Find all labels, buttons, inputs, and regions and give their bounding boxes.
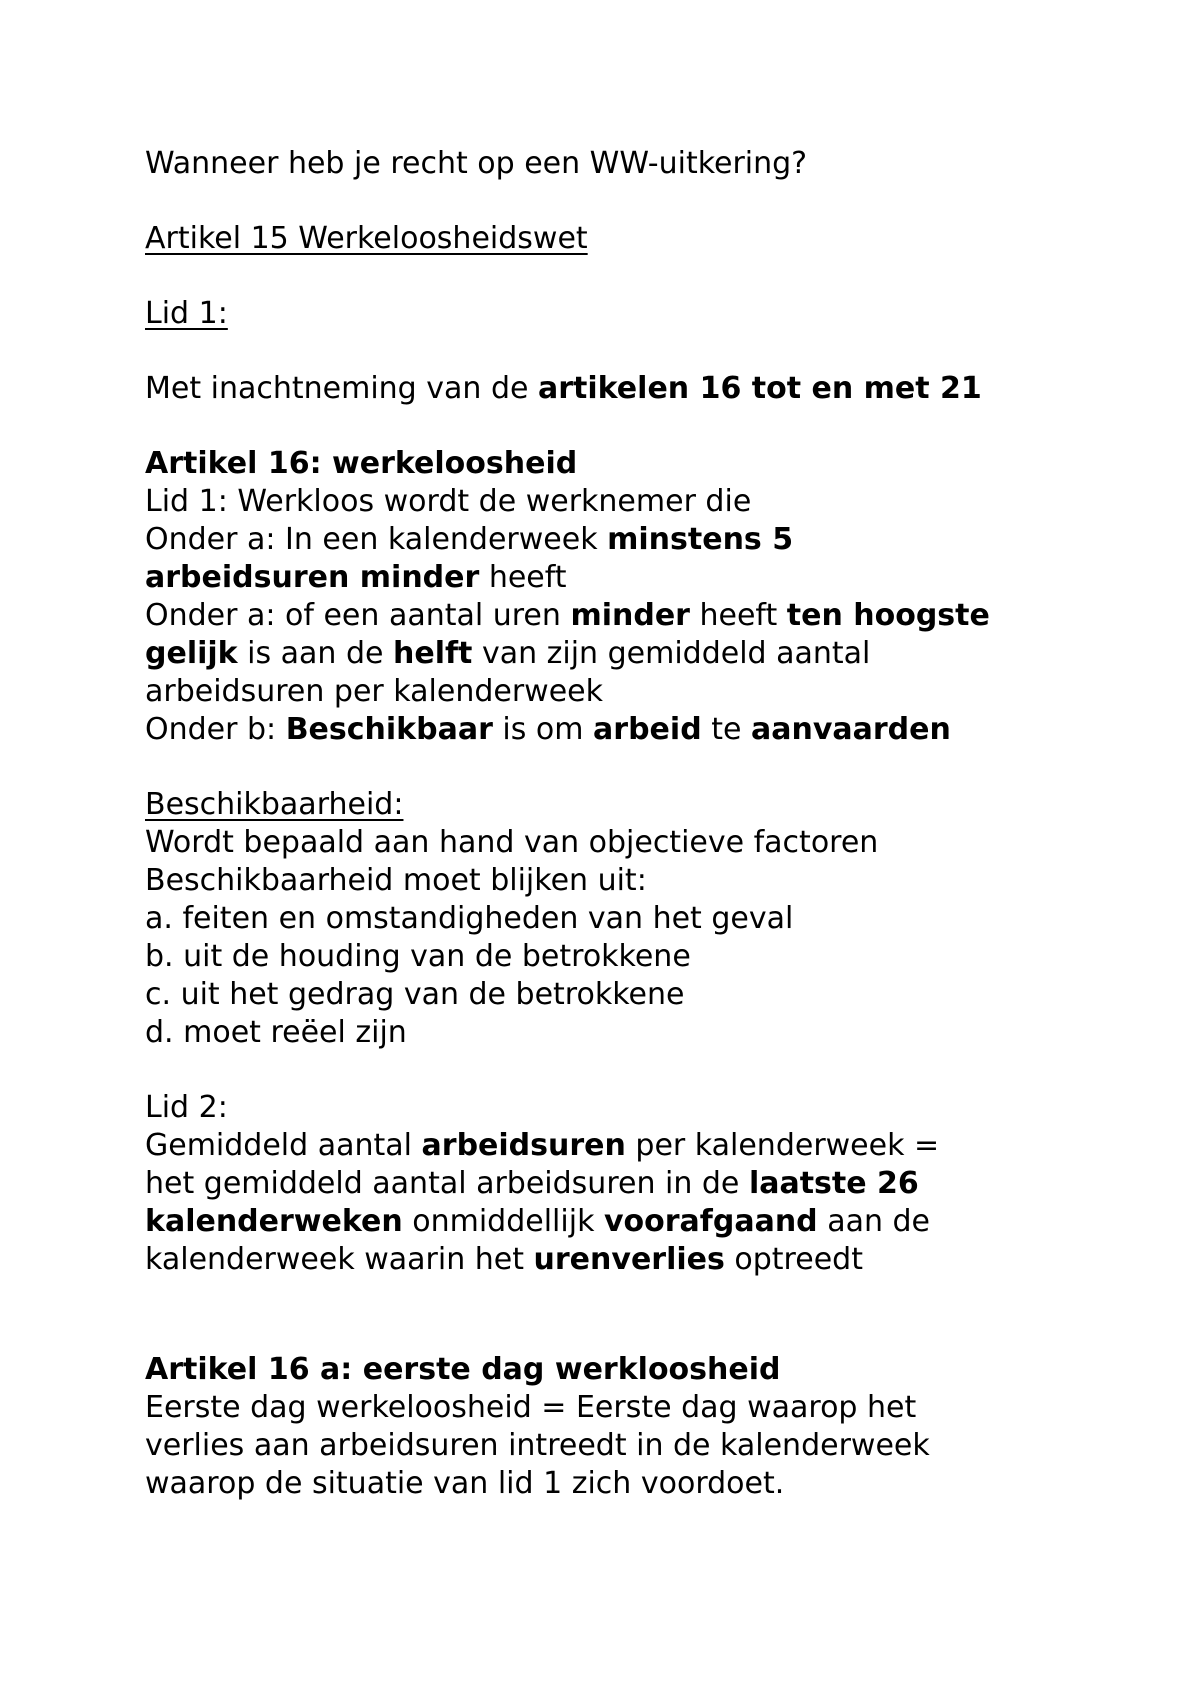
list-item: a. feiten en omstandigheden van het geval bbox=[145, 901, 794, 936]
onder-a-2-line-2 bbox=[145, 635, 870, 673]
onder-a-2-line-3: arbeidsuren per kalenderweek bbox=[145, 674, 603, 709]
lid-2-bold-5: urenverlies bbox=[533, 1242, 725, 1277]
intro-text: Met inachtneming van de bbox=[145, 371, 538, 406]
lid-2-line-2 bbox=[145, 1165, 919, 1203]
onder-a-1-text-2: heeft bbox=[479, 560, 567, 595]
article-16a-line-1: Eerste dag werkeloosheid = Eerste dag waarop het bbox=[145, 1390, 917, 1425]
beschikbaarheid-line-1: Wordt bepaald aan hand van objectieve factoren bbox=[145, 825, 879, 860]
onder-a-1-line-2 bbox=[145, 559, 567, 597]
onder-a-2-bold-3: gelijk bbox=[145, 636, 238, 671]
onder-b-bold-2: arbeid bbox=[593, 712, 702, 747]
onder-b-text-2: is om bbox=[492, 712, 594, 747]
lid-2-bold-3: kalenderweken bbox=[145, 1204, 403, 1239]
lid-2-line-1 bbox=[145, 1127, 939, 1165]
lid-2-bold-4: voorafgaand bbox=[603, 1204, 818, 1239]
onder-b-line bbox=[145, 711, 951, 749]
onder-a-2-bold-4: helft bbox=[393, 636, 473, 671]
lid-2-bold-2: laatste 26 bbox=[748, 1166, 919, 1201]
list-item: d. moet reëel zijn bbox=[145, 1015, 407, 1050]
article-15-heading: Artikel 15 Werkeloosheidswet bbox=[145, 221, 588, 256]
lid-2-label: Lid 2: bbox=[145, 1090, 228, 1125]
lid-2-text-2: per kalenderweek = bbox=[625, 1128, 940, 1163]
onder-a-1-bold: minstens 5 bbox=[607, 522, 794, 557]
onder-a-1-bold-2: arbeidsuren minder bbox=[145, 560, 480, 595]
document-title: Wanneer heb je recht op een WW-uitkering? bbox=[145, 146, 808, 181]
lid-2-text-7: optreedt bbox=[724, 1242, 863, 1277]
lid-2-text-4: onmiddellijk bbox=[402, 1204, 604, 1239]
onder-b-bold: Beschikbaar bbox=[285, 712, 493, 747]
beschikbaarheid-line-2: Beschikbaarheid moet blijken uit: bbox=[145, 863, 647, 898]
lid-2-line-4 bbox=[145, 1241, 863, 1279]
onder-b-text-3: te bbox=[701, 712, 751, 747]
intro-bold-text: artikelen 16 tot en met 21 bbox=[538, 371, 982, 406]
article-15-lid-1-label: Lid 1: bbox=[145, 296, 228, 331]
beschikbaarheid-heading: Beschikbaarheid: bbox=[145, 787, 404, 822]
onder-a-2-text: Onder a: of een aantal uren bbox=[145, 598, 571, 633]
onder-a-2-bold-2: ten hoogste bbox=[786, 598, 990, 633]
lid-2-text-5: aan de bbox=[817, 1204, 931, 1239]
onder-a-1-text: Onder a: In een kalenderweek bbox=[145, 522, 608, 557]
lid-2-bold: arbeidsuren bbox=[421, 1128, 626, 1163]
onder-a-2-line-1 bbox=[145, 597, 990, 635]
lid-2-text-6: kalenderweek waarin het bbox=[145, 1242, 534, 1277]
article-16-heading-text: Artikel 16: werkeloosheid bbox=[145, 446, 578, 481]
lid-2-text-3: het gemiddeld aantal arbeidsuren in de bbox=[145, 1166, 749, 1201]
article-15-intro bbox=[145, 370, 982, 408]
list-item: b. uit de houding van de betrokkene bbox=[145, 939, 691, 974]
onder-a-2-text-2: heeft bbox=[689, 598, 787, 633]
article-16-lid-1: Lid 1: Werkloos wordt de werknemer die bbox=[145, 484, 752, 519]
onder-b-text: Onder b: bbox=[145, 712, 286, 747]
lid-2-line-3 bbox=[145, 1203, 930, 1241]
onder-a-2-text-4: van zijn gemiddeld aantal bbox=[472, 636, 871, 671]
onder-a-2-bold: minder bbox=[570, 598, 690, 633]
article-16a-heading-text: Artikel 16 a: eerste dag werkloosheid bbox=[145, 1352, 781, 1387]
article-16-heading bbox=[145, 445, 577, 483]
onder-a-2-text-3: is aan de bbox=[237, 636, 394, 671]
article-16a-heading bbox=[145, 1351, 780, 1389]
onder-a-1-line-1 bbox=[145, 521, 793, 559]
list-item: c. uit het gedrag van de betrokkene bbox=[145, 977, 685, 1012]
article-16a-line-2: verlies aan arbeidsuren intreedt in de kalenderweek bbox=[145, 1428, 930, 1463]
onder-b-bold-3: aanvaarden bbox=[750, 712, 951, 747]
lid-2-text: Gemiddeld aantal bbox=[145, 1128, 422, 1163]
article-16a-line-3: waarop de situatie van lid 1 zich voordoet. bbox=[145, 1466, 785, 1501]
